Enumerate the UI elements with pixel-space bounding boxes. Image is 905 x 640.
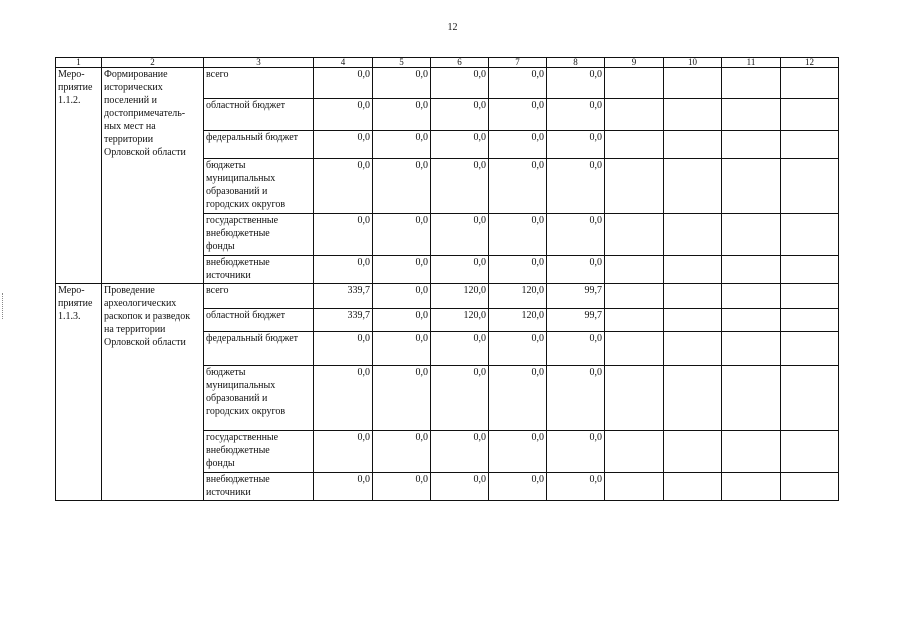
value-cell bbox=[489, 99, 547, 131]
empty-cell bbox=[781, 431, 839, 473]
value-text: 0,0 bbox=[531, 132, 544, 143]
value-cell bbox=[373, 332, 431, 366]
empty-cell bbox=[781, 284, 839, 309]
column-number-cell: 3 bbox=[204, 58, 314, 68]
funding-source-cell: бюджеты муниципальных образований и городских округов bbox=[204, 366, 314, 431]
empty-cell bbox=[605, 99, 664, 131]
value-text: 99,7 bbox=[584, 285, 602, 296]
empty-cell bbox=[722, 332, 781, 366]
value-text: 0,0 bbox=[357, 474, 370, 485]
empty-cell bbox=[781, 332, 839, 366]
empty-cell bbox=[605, 473, 664, 501]
empty-cell bbox=[722, 366, 781, 431]
value-text: 0,0 bbox=[357, 69, 370, 80]
empty-cell bbox=[722, 256, 781, 284]
empty-cell bbox=[781, 68, 839, 99]
empty-cell bbox=[781, 159, 839, 214]
value-text: 0,0 bbox=[531, 432, 544, 443]
value-cell bbox=[431, 68, 489, 99]
empty-cell bbox=[605, 159, 664, 214]
page-number: 12 bbox=[447, 22, 458, 33]
value-cell bbox=[489, 332, 547, 366]
value-cell bbox=[314, 131, 373, 159]
column-number-cell: 7 bbox=[489, 58, 547, 68]
value-cell bbox=[373, 68, 431, 99]
value-cell bbox=[489, 214, 547, 256]
value-cell bbox=[489, 431, 547, 473]
measure-code-cell: Меро- приятие 1.1.2. bbox=[56, 68, 102, 284]
value-cell bbox=[489, 131, 547, 159]
value-cell bbox=[373, 309, 431, 332]
value-cell bbox=[489, 473, 547, 501]
empty-cell bbox=[664, 309, 722, 332]
value-text: 0,0 bbox=[473, 132, 486, 143]
value-text: 0,0 bbox=[415, 367, 428, 378]
value-text: 0,0 bbox=[589, 333, 602, 344]
value-cell bbox=[373, 284, 431, 309]
value-text: 0,0 bbox=[415, 333, 428, 344]
value-cell bbox=[314, 431, 373, 473]
value-text: 0,0 bbox=[357, 100, 370, 111]
value-cell bbox=[314, 284, 373, 309]
column-number-cell: 9 bbox=[605, 58, 664, 68]
funding-source-cell: всего bbox=[204, 68, 314, 99]
value-cell bbox=[314, 99, 373, 131]
empty-cell bbox=[781, 256, 839, 284]
value-text: 0,0 bbox=[415, 432, 428, 443]
value-cell bbox=[373, 214, 431, 256]
value-text: 0,0 bbox=[531, 100, 544, 111]
empty-cell bbox=[722, 473, 781, 501]
funding-source-cell: федеральный бюджет bbox=[204, 332, 314, 366]
value-cell bbox=[314, 256, 373, 284]
table-row bbox=[56, 284, 839, 309]
value-text: 0,0 bbox=[531, 69, 544, 80]
value-text: 0,0 bbox=[531, 215, 544, 226]
value-text: 0,0 bbox=[415, 285, 428, 296]
empty-cell bbox=[722, 284, 781, 309]
value-text: 0,0 bbox=[357, 432, 370, 443]
value-cell bbox=[373, 473, 431, 501]
value-text: 0,0 bbox=[589, 257, 602, 268]
value-cell bbox=[314, 68, 373, 99]
value-text: 0,0 bbox=[415, 310, 428, 321]
empty-cell bbox=[722, 68, 781, 99]
value-text: 0,0 bbox=[357, 132, 370, 143]
value-cell bbox=[547, 68, 605, 99]
value-cell bbox=[373, 256, 431, 284]
empty-cell bbox=[605, 309, 664, 332]
value-text: 339,7 bbox=[347, 285, 370, 296]
value-text: 0,0 bbox=[473, 474, 486, 485]
empty-cell bbox=[664, 99, 722, 131]
value-text: 0,0 bbox=[589, 215, 602, 226]
empty-cell bbox=[781, 366, 839, 431]
value-cell bbox=[431, 256, 489, 284]
value-cell bbox=[373, 99, 431, 131]
empty-cell bbox=[664, 284, 722, 309]
value-cell bbox=[431, 214, 489, 256]
empty-cell bbox=[605, 214, 664, 256]
empty-cell bbox=[664, 256, 722, 284]
value-cell bbox=[314, 214, 373, 256]
empty-cell bbox=[781, 309, 839, 332]
value-cell bbox=[314, 159, 373, 214]
value-text: 0,0 bbox=[415, 474, 428, 485]
value-cell bbox=[489, 309, 547, 332]
empty-cell bbox=[605, 256, 664, 284]
value-cell bbox=[489, 256, 547, 284]
empty-cell bbox=[605, 366, 664, 431]
value-text: 0,0 bbox=[415, 257, 428, 268]
value-cell bbox=[547, 99, 605, 131]
measure-title-cell: Проведение археологических раскопок и разведок на территории Орловской области bbox=[102, 284, 204, 501]
value-cell bbox=[547, 131, 605, 159]
value-cell bbox=[373, 431, 431, 473]
value-text: 0,0 bbox=[473, 69, 486, 80]
column-number-cell: 6 bbox=[431, 58, 489, 68]
value-text: 0,0 bbox=[473, 367, 486, 378]
financing-table bbox=[55, 57, 839, 501]
value-text: 120,0 bbox=[463, 310, 486, 321]
column-number-cell: 12 bbox=[781, 58, 839, 68]
value-text: 0,0 bbox=[589, 100, 602, 111]
measure-title-cell: Формирование исторических поселений и достопримечатель- ных мест на территории Орловской области bbox=[102, 68, 204, 284]
column-number-cell: 4 bbox=[314, 58, 373, 68]
empty-cell bbox=[664, 214, 722, 256]
value-text: 0,0 bbox=[531, 367, 544, 378]
empty-cell bbox=[781, 473, 839, 501]
value-cell bbox=[431, 309, 489, 332]
empty-cell bbox=[605, 332, 664, 366]
value-text: 0,0 bbox=[357, 257, 370, 268]
column-number-cell: 10 bbox=[664, 58, 722, 68]
empty-cell bbox=[722, 99, 781, 131]
empty-cell bbox=[722, 131, 781, 159]
empty-cell bbox=[664, 332, 722, 366]
funding-source-cell: государственные внебюджетные фонды bbox=[204, 431, 314, 473]
value-cell bbox=[314, 366, 373, 431]
value-text: 0,0 bbox=[473, 160, 486, 171]
empty-cell bbox=[605, 131, 664, 159]
value-text: 0,0 bbox=[473, 333, 486, 344]
empty-cell bbox=[722, 159, 781, 214]
value-cell bbox=[431, 99, 489, 131]
funding-source-cell: всего bbox=[204, 284, 314, 309]
value-text: 0,0 bbox=[531, 160, 544, 171]
table-row bbox=[56, 68, 839, 99]
column-number-cell: 2 bbox=[102, 58, 204, 68]
value-cell bbox=[547, 431, 605, 473]
value-text: 0,0 bbox=[531, 257, 544, 268]
value-cell bbox=[489, 284, 547, 309]
value-cell bbox=[547, 473, 605, 501]
value-text: 0,0 bbox=[589, 69, 602, 80]
value-text: 120,0 bbox=[521, 285, 544, 296]
column-number-cell: 11 bbox=[722, 58, 781, 68]
value-cell bbox=[547, 214, 605, 256]
value-text: 0,0 bbox=[589, 432, 602, 443]
value-text: 0,0 bbox=[473, 215, 486, 226]
value-text: 120,0 bbox=[521, 310, 544, 321]
empty-cell bbox=[664, 366, 722, 431]
value-text: 0,0 bbox=[357, 215, 370, 226]
empty-cell bbox=[781, 214, 839, 256]
value-text: 0,0 bbox=[473, 432, 486, 443]
funding-source-cell: государственные внебюджетные фонды bbox=[204, 214, 314, 256]
value-cell bbox=[431, 131, 489, 159]
empty-cell bbox=[664, 131, 722, 159]
column-number-cell: 5 bbox=[373, 58, 431, 68]
funding-source-cell: внебюджетные источники bbox=[204, 256, 314, 284]
funding-source-cell: внебюджетные источники bbox=[204, 473, 314, 501]
scan-margin-mark bbox=[2, 293, 5, 319]
empty-cell bbox=[664, 68, 722, 99]
value-cell bbox=[373, 159, 431, 214]
value-cell bbox=[547, 284, 605, 309]
value-text: 99,7 bbox=[584, 310, 602, 321]
empty-cell bbox=[722, 214, 781, 256]
value-cell bbox=[431, 473, 489, 501]
empty-cell bbox=[781, 99, 839, 131]
value-cell bbox=[547, 309, 605, 332]
value-cell bbox=[547, 256, 605, 284]
empty-cell bbox=[605, 284, 664, 309]
funding-source-cell: федеральный бюджет bbox=[204, 131, 314, 159]
value-cell bbox=[373, 366, 431, 431]
value-text: 0,0 bbox=[415, 132, 428, 143]
value-text: 0,0 bbox=[415, 69, 428, 80]
value-cell bbox=[431, 366, 489, 431]
value-cell bbox=[431, 332, 489, 366]
value-cell bbox=[431, 159, 489, 214]
value-cell bbox=[431, 284, 489, 309]
value-cell bbox=[547, 332, 605, 366]
value-text: 0,0 bbox=[589, 367, 602, 378]
value-text: 0,0 bbox=[357, 333, 370, 344]
value-text: 0,0 bbox=[415, 160, 428, 171]
column-number-row bbox=[56, 58, 839, 68]
value-text: 0,0 bbox=[531, 333, 544, 344]
value-cell bbox=[489, 159, 547, 214]
value-text: 0,0 bbox=[473, 100, 486, 111]
value-text: 0,0 bbox=[531, 474, 544, 485]
value-text: 0,0 bbox=[415, 215, 428, 226]
value-cell bbox=[373, 131, 431, 159]
value-cell bbox=[431, 431, 489, 473]
empty-cell bbox=[664, 473, 722, 501]
value-text: 0,0 bbox=[589, 132, 602, 143]
value-cell bbox=[547, 159, 605, 214]
column-number-cell: 1 bbox=[56, 58, 102, 68]
value-cell bbox=[547, 366, 605, 431]
empty-cell bbox=[605, 431, 664, 473]
value-cell bbox=[314, 332, 373, 366]
value-text: 0,0 bbox=[357, 160, 370, 171]
empty-cell bbox=[781, 131, 839, 159]
value-text: 0,0 bbox=[473, 257, 486, 268]
empty-cell bbox=[605, 68, 664, 99]
empty-cell bbox=[664, 431, 722, 473]
value-text: 0,0 bbox=[415, 100, 428, 111]
value-text: 0,0 bbox=[357, 367, 370, 378]
value-text: 339,7 bbox=[347, 310, 370, 321]
value-text: 0,0 bbox=[589, 474, 602, 485]
value-text: 120,0 bbox=[463, 285, 486, 296]
value-cell bbox=[314, 309, 373, 332]
empty-cell bbox=[664, 159, 722, 214]
empty-cell bbox=[722, 431, 781, 473]
empty-cell bbox=[722, 309, 781, 332]
measure-code-cell: Меро- приятие 1.1.3. bbox=[56, 284, 102, 501]
value-cell bbox=[489, 366, 547, 431]
funding-source-cell: областной бюджет bbox=[204, 309, 314, 332]
column-number-cell: 8 bbox=[547, 58, 605, 68]
value-text: 0,0 bbox=[589, 160, 602, 171]
funding-source-cell: областной бюджет bbox=[204, 99, 314, 131]
value-cell bbox=[489, 68, 547, 99]
value-cell bbox=[314, 473, 373, 501]
funding-source-cell: бюджеты муниципальных образований и городских округов bbox=[204, 159, 314, 214]
